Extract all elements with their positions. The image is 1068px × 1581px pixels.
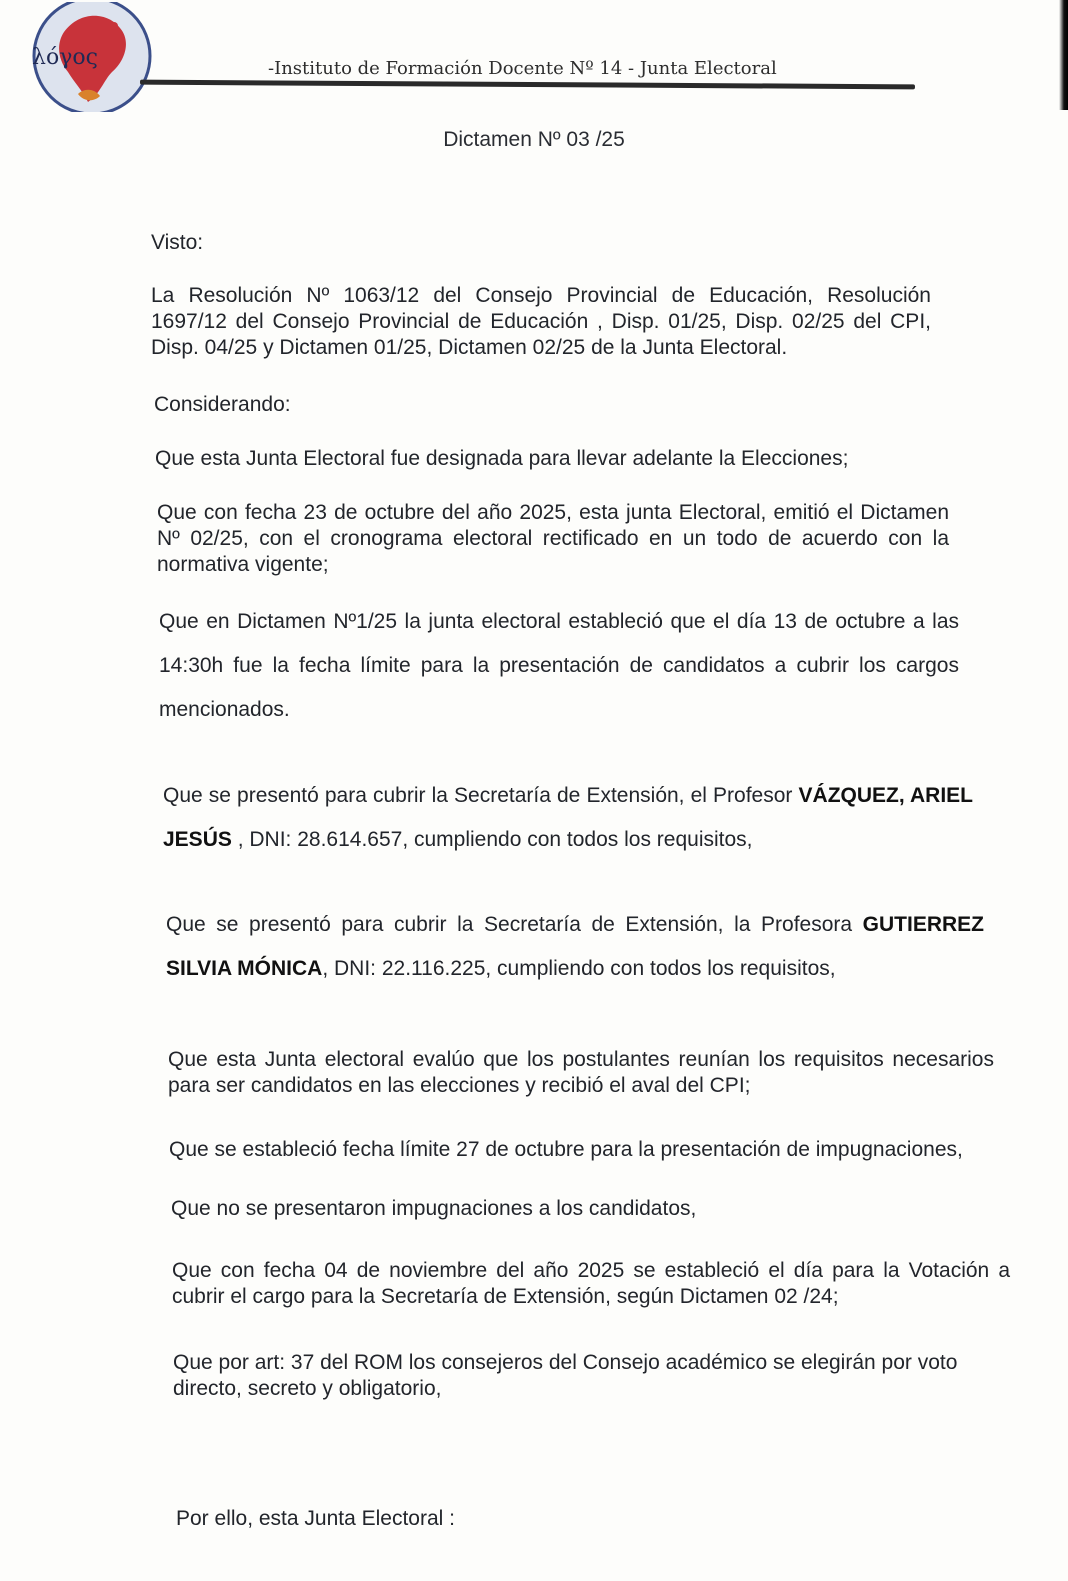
candidate-1-name: VÁZQUEZ, ARIEL JESÚS bbox=[163, 784, 973, 851]
paragraph-5-text: Que se presentó para cubrir la Secretaría de Extensión, la Profesora bbox=[166, 913, 863, 936]
paragraph-7: Que se estableció fecha límite 27 de octubre para la presentación de impugnaciones, bbox=[169, 1138, 963, 1161]
paragraph-5 bbox=[166, 903, 984, 991]
document-title: Dictamen Nº 03 /25 bbox=[443, 128, 625, 151]
paragraph-10: Que por art: 37 del ROM los consejeros del Consejo académico se elegirán por voto directo, secreto y obligatorio, bbox=[173, 1351, 958, 1400]
visto-label: Visto: bbox=[151, 231, 204, 254]
candidate-2-name: GUTIERREZ SILVIA MÓNICA bbox=[166, 913, 984, 980]
paragraph-9: Que con fecha 04 de noviembre del año 2025 se estableció el día para la Votación a cubrir el cargo para la Secretaría de Extensión, según Dictamen 02 /24; bbox=[172, 1259, 1010, 1308]
closing-line: Por ello, esta Junta Electoral : bbox=[176, 1507, 455, 1530]
logo-wordmark: λόγος bbox=[32, 45, 98, 70]
institute-logo bbox=[28, 2, 162, 112]
paragraph-6: Que esta Junta electoral evalúo que los postulantes reunían los requisitos necesarios para ser candidatos en las elecciones y recibió el aval del CPI; bbox=[168, 1048, 994, 1097]
visto-text: La Resolución Nº 1063/12 del Consejo Provincial de Educación, Resolución 1697/12 del Consejo Provincial de Educación , Disp. 01/25, Disp. 02/25 del CPI, Disp. 04/25 y Dictamen 01/25, Dictamen 02/25 de la Junta Electoral. bbox=[151, 284, 931, 359]
considerando-label: Considerando: bbox=[154, 393, 291, 416]
paragraph-1: Que esta Junta Electoral fue designada para llevar adelante la Elecciones; bbox=[155, 447, 849, 470]
scan-edge bbox=[1059, 0, 1068, 110]
paragraph-5-dni: , DNI: 22.116.225, cumpliendo con todos los requisitos, bbox=[322, 957, 836, 980]
paragraph-2: Que con fecha 23 de octubre del año 2025, esta junta Electoral, emitió el Dictamen Nº 02/25, con el cronograma electoral rectificado en un todo de acuerdo con la normativa vigente; bbox=[157, 501, 949, 576]
header-rule bbox=[140, 80, 915, 90]
paragraph-4-text: Que se presentó para cubrir la Secretaría de Extensión, el Profesor bbox=[163, 784, 799, 807]
paragraph-4-dni: , DNI: 28.614.657, cumpliendo con todos los requisitos, bbox=[231, 828, 753, 851]
paragraph-4 bbox=[163, 774, 973, 862]
paragraph-3: Que en Dictamen Nº1/25 la junta electoral estableció que el día 13 de octubre a las 14:30h fue la fecha límite para la presentación de candidatos a cubrir los cargos mencionados. bbox=[159, 610, 959, 721]
institute-name: -Instituto de Formación Docente Nº 14 - Junta Electoral bbox=[268, 58, 777, 79]
paragraph-8: Que no se presentaron impugnaciones a los candidatos, bbox=[171, 1197, 697, 1220]
